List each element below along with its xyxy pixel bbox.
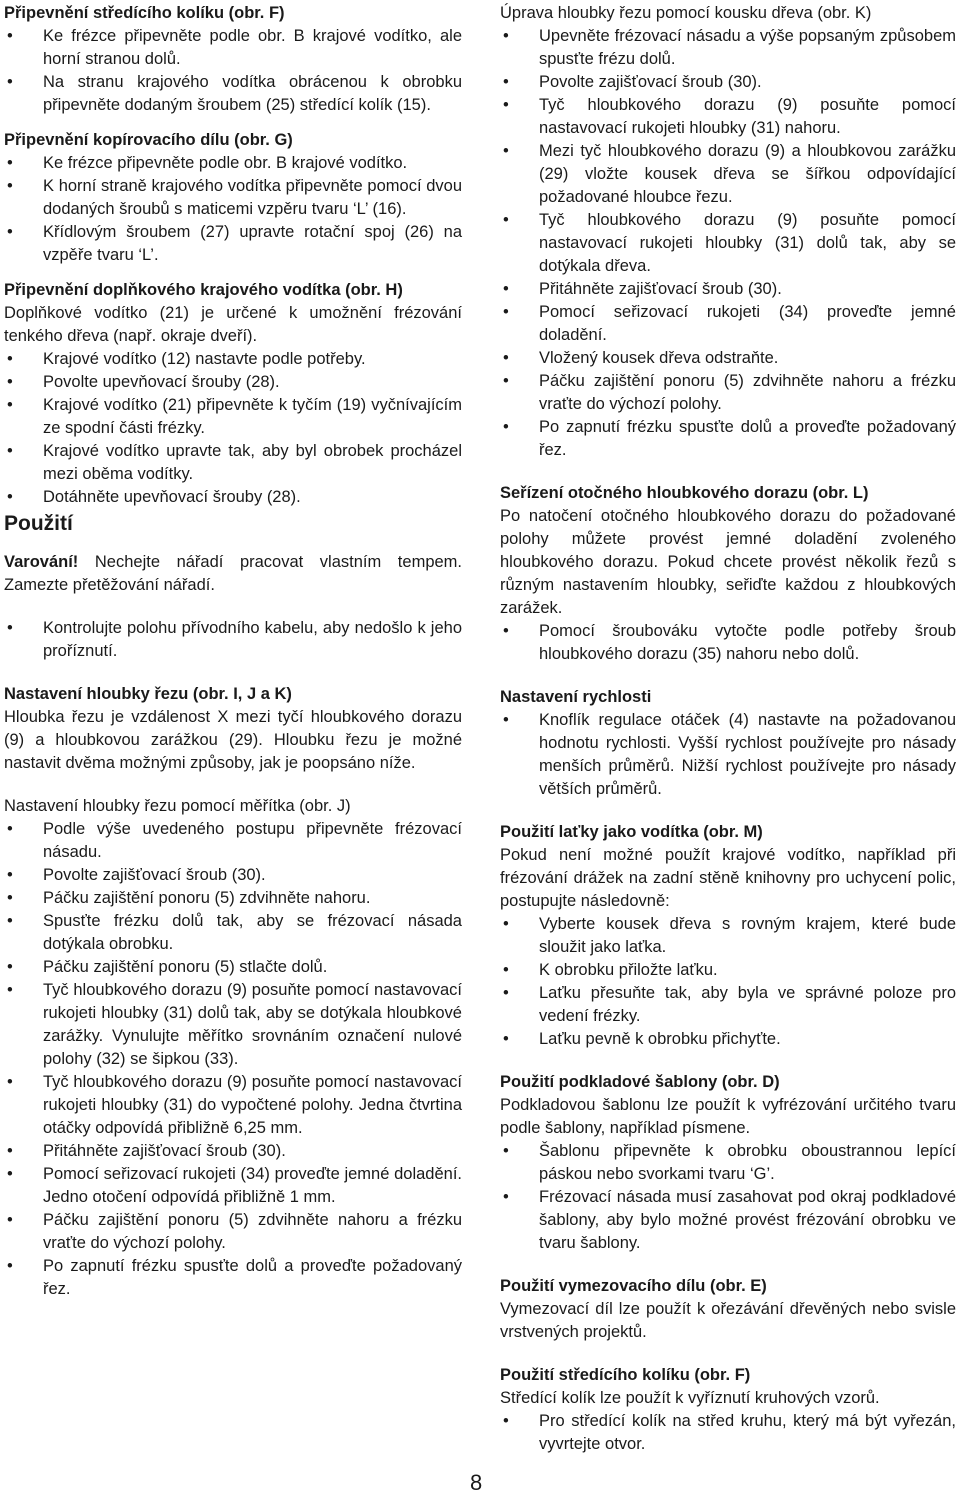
- list-item: • Krajové vodítko upravte tak, aby byl obrobek procházel mezi oběma vodítky.: [4, 440, 462, 486]
- paragraph-limiter: Vymezovací díl lze použít k ořezávání dřevěných nebo svisle vrstvených projektů.: [500, 1300, 956, 1341]
- section-title-limiter: Použití vymezovacího dílu (obr. E): [500, 1277, 767, 1295]
- list-speed: [500, 709, 956, 801]
- list-item: • Tyč hloubkového dorazu (9) posuňte pomocí nastavovací rukojeti hloubky (31) nahoru.: [500, 94, 956, 140]
- list-item: • Tyč hloubkového dorazu (9) posuňte pomocí nastavovací rukojeti hloubky (31) dolů tak, aby se dotýkala hloubkové zarážky. Vynulujte měřítko srovnáním označení nulové polohy (32) se šipkou (33).: [4, 979, 462, 1071]
- list-item: • Povolte zajišťovací šroub (30).: [500, 71, 956, 94]
- list-rotary-stop: [500, 620, 956, 666]
- list-item: • Páčku zajištění ponoru (5) stlačte dolů.: [4, 956, 462, 979]
- list-item: • Povolte zajišťovací šroub (30).: [4, 864, 462, 887]
- list-item: • Páčku zajištění ponoru (5) zdvihněte nahoru.: [4, 887, 462, 910]
- warning-label: Varování!: [4, 553, 79, 571]
- warning-paragraph: [4, 551, 462, 597]
- list-wood-steps: [500, 25, 956, 462]
- list-item: • Kontrolujte polohu přívodního kabelu, aby nedošlo k jeho proříznutí.: [4, 617, 462, 663]
- warning-text: Nechejte nářadí pracovat vlastním tempem. Zamezte přetěžování nářadí.: [4, 553, 462, 594]
- list-item: • Vyberte kousek dřeva s rovným krajem, které bude sloužit jako laťka.: [500, 913, 956, 959]
- list-item: • Páčku zajištění ponoru (5) zdvihněte nahoru a frézku vraťte do výchozí polohy.: [4, 1209, 462, 1255]
- list-item: • Dotáhněte upevňovací šrouby (28).: [4, 486, 462, 509]
- list-item: • Na stranu krajového vodítka obrácenou k obrobku připevněte dodaným šroubem (25) středící kolík (15).: [4, 71, 462, 117]
- section-title-rotary-stop: Seřízení otočného hloubkového dorazu (obr. L): [500, 484, 869, 502]
- list-centering-pin-use: [500, 1410, 956, 1456]
- list-copy-part: [4, 152, 462, 267]
- list-item: • Šablonu připevněte k obrobku oboustrannou lepící páskou nebo svorkami tvaru ‘G’.: [500, 1140, 956, 1186]
- list-item: • Upevněte frézovací násadu a výše popsaným způsobem spusťte frézu dolů.: [500, 25, 956, 71]
- paragraph-rotary-stop: Po natočení otočného hloubkového dorazu do požadované polohy můžete provést jemné doladění zvoleného hloubkového dorazu. Pokud chcete provést několik řezů s různým nastavením hloubky, seřiďte každou z hloubkových zarážek.: [500, 507, 956, 617]
- list-item: • Po zapnutí frézku spusťte dolů a proveďte požadovaný řez.: [500, 416, 956, 462]
- list-item: • Pomocí seřizovací rukojeti (34) proveďte jemné doladění. Jedno otočení odpovídá přibližně 1 mm.: [4, 1163, 462, 1209]
- list-item: • K obrobku přiložte laťku.: [500, 959, 956, 982]
- section-title-extra-guide: Připevnění doplňkového krajového vodítka (obr. H): [4, 281, 403, 299]
- subsection-title-scale: Nastavení hloubky řezu pomocí měřítka (obr. J): [4, 797, 351, 815]
- paragraph-lath-guide: Pokud není možné použít krajové vodítko, například při frézování drážek na zadní stěně knihovny pro uchycení polic, postupujte následovně:: [500, 846, 956, 910]
- list-template: [500, 1140, 956, 1255]
- list-item: • Frézovací násada musí zasahovat pod okraj podkladové šablony, aby bylo možné provést frézování obrobku ve tvaru šablony.: [500, 1186, 956, 1255]
- paragraph-extra-guide: Doplňkové vodítko (21) je určené k umožnění frézování tenkého dřeva (např. okraje dveří).: [4, 304, 462, 345]
- list-cable: [4, 617, 462, 663]
- list-extra-guide: [4, 348, 462, 509]
- section-title-usage: Použití: [4, 512, 73, 535]
- list-item: • Spusťte frézku dolů tak, aby se frézovací násada dotýkala obrobku.: [4, 910, 462, 956]
- section-title-centering-pin-use: Použití středícího kolíku (obr. F): [500, 1366, 751, 1384]
- list-item: • Laťku přesuňte tak, aby byla ve správné poloze pro vedení frézky.: [500, 982, 956, 1028]
- list-item: • Povolte upevňovací šrouby (28).: [4, 371, 462, 394]
- section-title-speed: Nastavení rychlosti: [500, 688, 652, 706]
- list-item: • Krajové vodítko (12) nastavte podle potřeby.: [4, 348, 462, 371]
- page-number: 8: [470, 1470, 483, 1495]
- list-item: • Přitáhněte zajišťovací šroub (30).: [500, 278, 956, 301]
- list-item: • Pro středící kolík na střed kruhu, který má být vyřezán, vyvrtejte otvor.: [500, 1410, 956, 1456]
- list-item: • Tyč hloubkového dorazu (9) posuňte pomocí nastavovací rukojeti hloubky (31) do vypočtené polohy. Jedna čtvrtina otáčky odpovídá přibližně 6,25 mm.: [4, 1071, 462, 1140]
- list-item: • Ke frézce připevněte podle obr. B krajové vodítko.: [4, 152, 462, 175]
- list-item: • Pomocí seřizovací rukojeti (34) proveďte jemné doladění.: [500, 301, 956, 347]
- list-item: • Vložený kousek dřeva odstraňte.: [500, 347, 956, 370]
- list-item: • Přitáhněte zajišťovací šroub (30).: [4, 1140, 462, 1163]
- list-item: • Mezi tyč hloubkového dorazu (9) a hloubkovou zarážku (29) vložte kousek dřeva se šířkou odpovídající požadované hloubce řezu.: [500, 140, 956, 209]
- paragraph-cut-depth: Hloubka řezu je vzdálenost X mezi tyčí hloubkového dorazu (9) a hloubkovou zarážkou (29). Hloubku řezu je možné nastavit dvěma možnými způsoby, jak je poopsáno níže.: [4, 708, 462, 772]
- section-title-centering-pin: Připevnění středícího kolíku (obr. F): [4, 4, 285, 22]
- list-item: • Páčku zajištění ponoru (5) zdvihněte nahoru a frézku vraťte do výchozí polohy.: [500, 370, 956, 416]
- section-title-lath-guide: Použití laťky jako vodítka (obr. M): [500, 823, 763, 841]
- right-column: [500, 2, 956, 1456]
- list-lath-guide: [500, 913, 956, 1051]
- left-column: [4, 2, 462, 1301]
- list-item: • Pomocí šroubováku vytočte podle potřeby šroub hloubkového dorazu (35) nahoru nebo dolů.: [500, 620, 956, 666]
- list-item: • Knoflík regulace otáček (4) nastavte na požadovanou hodnotu rychlosti. Vyšší rychlost používejte pro násady menších průměrů. Nižší rychlost používejte pro násady větších průměrů.: [500, 709, 956, 801]
- list-item: • Tyč hloubkového dorazu (9) posuňte pomocí nastavovací rukojeti hloubky (31) dolů tak, aby se dotýkala dřeva.: [500, 209, 956, 278]
- paragraph-template: Podkladovou šablonu lze použít k vyfrézování určitého tvaru podle šablony, například písmene.: [500, 1096, 956, 1137]
- list-item: • K horní straně krajového vodítka připevněte pomocí dvou dodaných šroubů s maticemi vzpěru tvaru ‘L’ (16).: [4, 175, 462, 221]
- list-scale-steps: [4, 818, 462, 1301]
- section-title-template: Použití podkladové šablony (obr. D): [500, 1073, 780, 1091]
- subsection-title-wood-piece: Úprava hloubky řezu pomocí kousku dřeva (obr. K): [500, 4, 872, 22]
- list-item: • Podle výše uvedeného postupu připevněte frézovací násadu.: [4, 818, 462, 864]
- section-title-copy-part: Připevnění kopírovacího dílu (obr. G): [4, 131, 293, 149]
- paragraph-centering-pin-use: Středící kolík lze použít k vyříznutí kruhových vzorů.: [500, 1389, 880, 1407]
- list-item: • Ke frézce připevněte podle obr. B krajové vodítko, ale horní stranou dolů.: [4, 25, 462, 71]
- list-item: • Krajové vodítko (21) připevněte k tyčím (19) vyčnívajícím ze spodní části frézky.: [4, 394, 462, 440]
- list-centering-pin: [4, 25, 462, 117]
- list-item: • Laťku pevně k obrobku přichyťte.: [500, 1028, 956, 1051]
- list-item: • Křídlovým šroubem (27) upravte rotační spoj (26) na vzpěře tvaru ‘L’.: [4, 221, 462, 267]
- section-title-cut-depth: Nastavení hloubky řezu (obr. I, J a K): [4, 685, 292, 703]
- list-item: • Po zapnutí frézku spusťte dolů a proveďte požadovaný řez.: [4, 1255, 462, 1301]
